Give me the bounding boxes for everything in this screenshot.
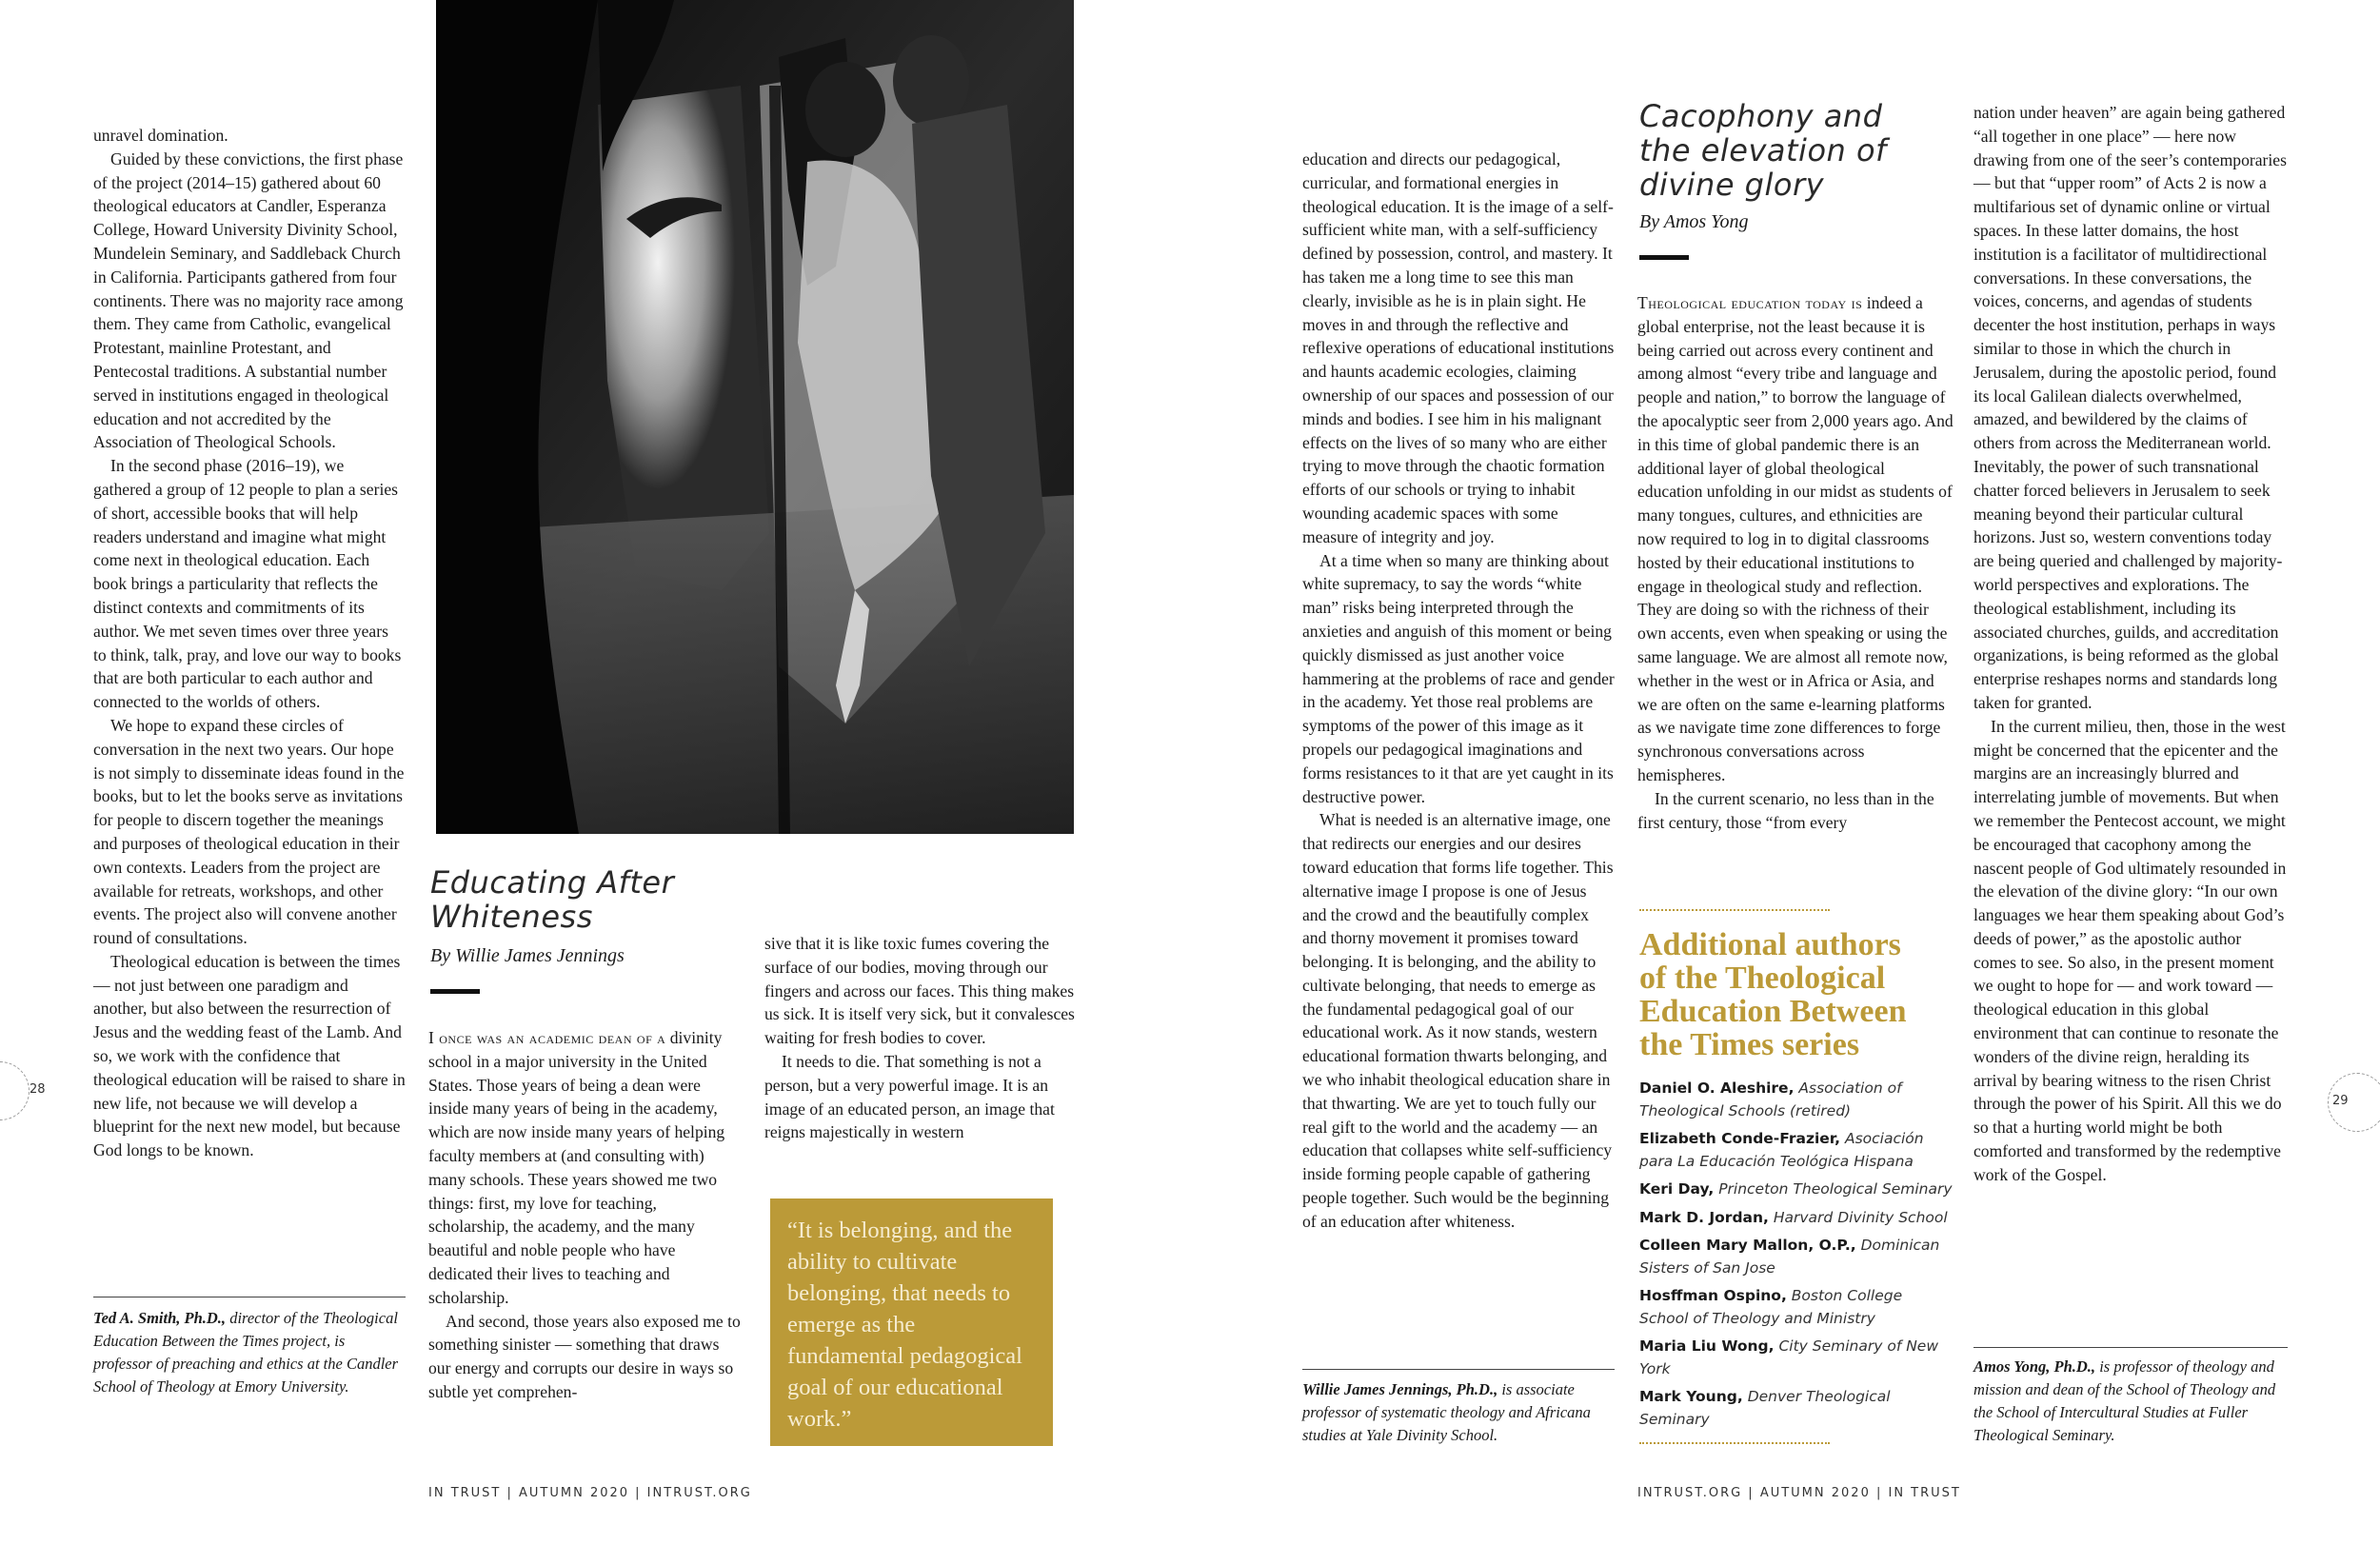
author-item: Colleen Mary Mallon, O.P., Dominican Sisters of San Jose	[1639, 1237, 1940, 1277]
lead-in: I once was an academic dean of a	[428, 1028, 666, 1047]
left-col3-text	[764, 932, 1079, 1144]
right-col3-text	[1973, 101, 2288, 1187]
author-item: Mark Young, Denver Theological Seminary	[1639, 1388, 1891, 1428]
bio-text: is professor of theology and mission and dean of the School of Theology and the School of Intercultural Studies at Fuller Theological Seminary.	[1973, 1357, 2276, 1444]
sidebar-top-rule	[1639, 909, 1830, 911]
paragraph: unravel domination.	[93, 126, 228, 145]
paragraph: It needs to die. That something is not a person, but a very powerful image. It is an image of an educated person, an image that reigns majestically in western	[764, 1051, 1055, 1142]
right-col2-text	[1637, 291, 1954, 834]
paragraph: Guided by these convictions, the first phase of the project (2014–15) gathered about 60 theological educators at Candler, Esperanza College, Howard University Divinity School, Mundelein Seminary, and Saddleback Church in California. Participants gathered from four continents. There was no majority race among them. They came from Catholic, evangelical Protestant, mainline Protestant, and Pentecostal traditions. A substantial number served in institutions engaged in theological education and not accredited by the Association of Theological Schools.	[93, 149, 404, 452]
bio-name: Willie James Jennings, Ph.D.,	[1302, 1380, 1498, 1398]
page-number-right: 29	[2332, 1094, 2349, 1108]
author-bio-ted-smith	[93, 1307, 406, 1398]
bio-divider	[1973, 1347, 2288, 1348]
author-bio-yong	[1973, 1356, 2288, 1447]
left-col1-text	[93, 124, 406, 1162]
paragraph: And second, those years also exposed me to something sinister — something that draws our energy and corrupts our desire in ways so subtle yet comprehen-	[428, 1311, 741, 1401]
lead-in: Theological education today is	[1637, 293, 1863, 312]
footer-right: INTRUST.ORG | AUTUMN 2020 | IN TRUST	[1637, 1486, 1961, 1500]
paragraph: In the current milieu, then, those in the west might be concerned that the epicenter and the margins are an increasingly blurred and interrelating jumble of movements. But when we remember the Pentecost account, we might be encouraged that cacophony among the nascent people of God ultimately resounded in the elevation of the divine glory: “In our own languages we hear them speaking about God’s deeds of power,” as the apostolic author comes to see. So also, in the present moment we ought to hope for — and work toward — theological education in this global environment that can continue to resonate the wonders of the divine reign, heralding its arrival by bearing witness to the risen Christ through the power of his Spirit. All this we do so that a hurting world might be both comforted and transformed by the redemptive work of the Gospel.	[1973, 716, 2287, 1184]
paragraph: nation under heaven” are again being gathered “all together in one place” — here now drawing from one of the seer’s contemporaries — but that “upper room” of Acts 2 is now a multifarious set of dynamic online or virtual spaces. In these latter domains, the host institution is a facilitator of multidirectional conversations. In these conversations, the voices, concerns, and agendas of students decenter the host institution, perhaps in ways similar to those in which the church in Jerusalem, during the apostolic period, found its local Galilean dialects overwhelmed, amazed, and bewildered by the claims of others from across the Mediterranean world. Inevitably, the power of such transnational chatter forced believers in Jerusalem to seek meaning beyond their particular cultural horizons. Just so, western conventions today are being queried and challenged by majority-world perspectives and explorations. The theological establishment, including its associated churches, guilds, and accreditation organizations, is being reformed as the global enterprise reshapes norms and standards long taken for granted.	[1973, 103, 2287, 712]
paragraph: Theological education is between the times — not just between one paradigm and another, but also between the resurrection of Jesus and the wedding feast of the Lamb. And so, we work with the confidence that theological education will be raised to share in new life, not because we will develop a blueprint for the next new model, but because God longs to be known.	[93, 951, 406, 1160]
title-rule	[1639, 255, 1689, 260]
bio-text: is associate professor of systematic theology and Africana studies at Yale Divinity School.	[1302, 1380, 1591, 1444]
author-item: Elizabeth Conde-Frazier, Asociación para La Educación Teológica Hispana	[1639, 1130, 1924, 1170]
article-photo	[436, 0, 1074, 834]
bio-name: Amos Yong, Ph.D.,	[1973, 1357, 2096, 1376]
byline-yong: By Amos Yong	[1639, 211, 1749, 232]
byline-jennings: By Willie James Jennings	[430, 945, 625, 966]
bio-name: Ted A. Smith, Ph.D.,	[93, 1309, 227, 1327]
pull-quote-box	[770, 1198, 1053, 1446]
article-title-jennings: Educating After Whiteness	[430, 864, 675, 935]
paragraph: divinity school in a major university in the United States. Those years of being a dean were inside many years of being in the academy, which are now inside many years of helping faculty members at (and consulting with) many schools. These years showed me two things: first, my love for teaching, scholarship, the academy, and the many beautiful and noble people who have dedicated their lives to teaching and scholarship.	[428, 1028, 725, 1307]
paragraph: We hope to expand these circles of conversation in the next two years. Our hope is not simply to disseminate ideas found in the books, but to let the books serve as invitations for people to discern together the meanings and purposes of theological education in their own contexts. Leaders from the project are available for retreats, workshops, and other events. The project also will convene another round of consultations.	[93, 715, 405, 948]
paragraph: education and directs our pedagogical, curricular, and formational energies in theological education. It is the image of a self-sufficient white man, with a self-sufficiency defined by possession, control, and mastery. It has taken me a long time to see this man clearly, invisible as he is in plain sight. He moves in and through the reflective and reflexive operations of educational institutions and haunts academic ecologies, claiming ownership of our spaces and possession of our minds and bodies. I see him in his malignant effects on the lives of so many who are either trying to move through the chaotic formation efforts of our schools or trying to inhabit wounding academic spaces with some measure of integrity and joy.	[1302, 149, 1615, 546]
author-list	[1639, 1078, 1954, 1436]
photo-figures-icon	[436, 0, 1074, 834]
author-item: Keri Day, Princeton Theological Seminary	[1639, 1180, 1953, 1198]
paragraph: In the current scenario, no less than in the first century, those “from every	[1637, 788, 1934, 832]
sidebar-title: Additional authors of the Theological Education Between the Times series	[1639, 927, 1907, 1062]
right-col1-text	[1302, 148, 1615, 1234]
pull-quote: “It is belonging, and the ability to cultivate belonging, that needs to emerge as the fundamental pedagogical goal of our educational work.”	[787, 1218, 1022, 1432]
author-item: Daniel O. Aleshire, Association of Theological Schools (retired)	[1639, 1080, 1902, 1119]
page-number-left: 28	[30, 1082, 46, 1097]
author-item: Maria Liu Wong, City Seminary of New York	[1639, 1337, 1939, 1377]
author-item: Hosffman Ospino, Boston College School of Theology and Ministry	[1639, 1287, 1903, 1327]
footer-left: IN TRUST | AUTUMN 2020 | INTRUST.ORG	[428, 1486, 752, 1500]
author-bio-jennings	[1302, 1378, 1615, 1447]
left-col2-text	[428, 1026, 741, 1404]
author-item: Mark D. Jordan, Harvard Divinity School	[1639, 1208, 1948, 1226]
bio-divider	[1302, 1369, 1615, 1370]
paragraph: What is needed is an alternative image, one that redirects our energies and our desires toward education that forms life together. This alternative image I propose is one of Jesus and the crowd and the beautifully complex and thorny movement it promises toward belonging. It is belonging, and the ability to cultivate belonging, that needs to emerge as the fundamental pedagogical goal of our educational work. As it now stands, western educational formation thwarts belonging, and we who inhabit theological education share in that thwarting. We are yet to touch fully our real gift to the world and the academy — an education that collapses white self-sufficiency inside forming people capable of gathering people together. Such would be the beginning of an education after whiteness.	[1302, 810, 1614, 1231]
paragraph: At a time when so many are thinking about white supremacy, to say the words “white man” risks being interpreted through the anxieties and anguish of this moment or being quickly dismissed as just another voice hammering at the problems of race and gender in the academy. Yet those real problems are symptoms of the power of this image as it propels our pedagogical imaginations and forms resistances to it that are yet caught in its destructive power.	[1302, 550, 1615, 806]
title-rule	[430, 989, 480, 994]
sidebar-bottom-rule	[1639, 1442, 1830, 1444]
paragraph: sive that it is like toxic fumes covering the surface of our bodies, moving through our fingers and across our faces. This thing makes us sick. It is itself very sick, but it convalesces waiting for fresh bodies to cover.	[764, 934, 1075, 1048]
paragraph: indeed a global enterprise, not the least because it is being carried out across every continent and among almost “every tribe and language and people and nation,” to borrow the language of the apocalyptic seer from 2,000 years ago. And in this time of global pandemic there is an additional layer of global theological education unfolding in our midst as students of many tongues, cultures, and ethnicities are now required to log in to digital classrooms hosted by their educational institutions to engage in theological study and reflection. They are doing so with the richness of their own accents, even when speaking or using the same language. We are almost all remote now, whether in the west or in Africa or Asia, and we are often on the same e-learning platforms as we navigate time zone differences to forge synchronous conversations across hemispheres.	[1637, 293, 1954, 784]
paragraph: In the second phase (2016–19), we gathered a group of 12 people to plan a series of short, accessible books that will help readers understand and imagine what might come next in theological education. Each book brings a particularity that reflects the distinct contexts and commitments of its author. We met seven times over three years to think, talk, pray, and love our way to books that are both particular to each author and connected to the worlds of others.	[93, 456, 402, 712]
bio-text: director of the Theological Education Between the Times project, is professor of preaching and ethics at the Candler School of Theology at Emory University.	[93, 1309, 399, 1396]
page-marker-left	[0, 1061, 30, 1120]
article-title-yong: Cacophony and the elevation of divine glory	[1639, 98, 1887, 203]
